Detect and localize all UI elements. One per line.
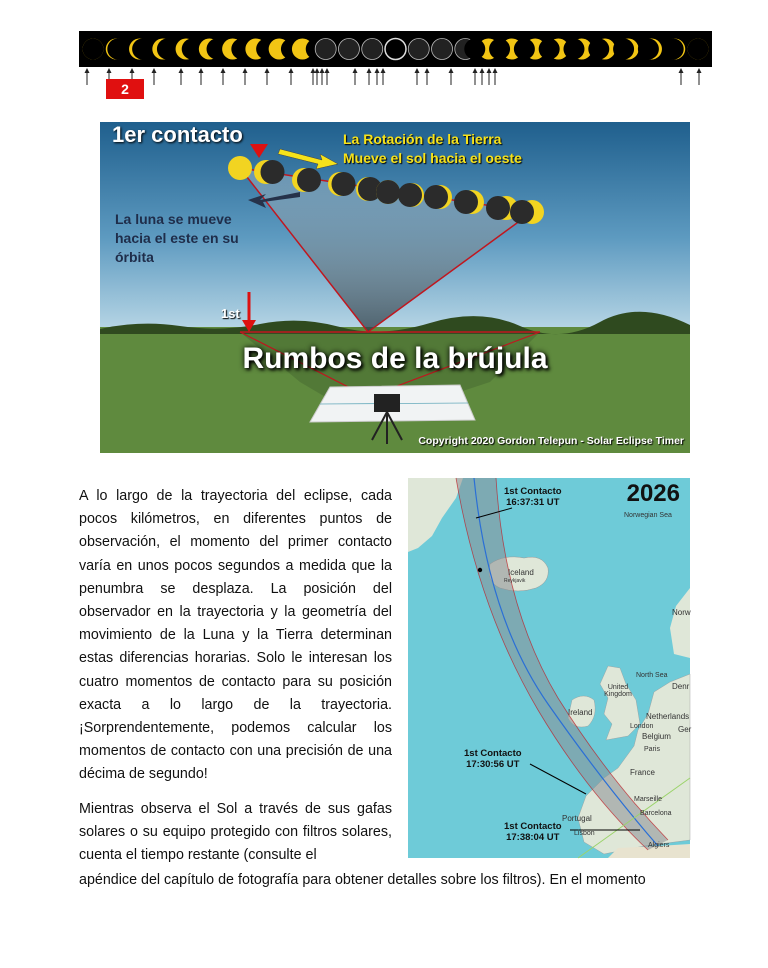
- contact-2-title: 1st Contacto: [464, 748, 522, 759]
- place-netherlands: Netherlands: [646, 712, 690, 721]
- eclipse-phase-icon: [176, 39, 203, 60]
- eclipse-phase-icon: [613, 39, 639, 60]
- place-marseille: Marseille: [634, 796, 663, 803]
- contact-1-label: [504, 486, 562, 508]
- eclipse-phase-icon: [563, 39, 592, 60]
- moon-line-1: La luna se mueve: [115, 211, 232, 227]
- eclipse-phase-icon: [362, 39, 383, 60]
- contact-2-label: [464, 748, 522, 770]
- place-uk: United Kingdom: [604, 684, 632, 698]
- eclipse-phase-icon: [588, 39, 615, 60]
- contact-3-title: 1st Contacto: [504, 821, 562, 832]
- contact-1-time: 16:37:31 UT: [506, 497, 560, 508]
- place-london: London: [630, 723, 654, 730]
- moon-motion-caption: [115, 210, 239, 267]
- place-portugal: Portugal: [562, 814, 592, 823]
- place-lisbon: Lisbon: [574, 830, 595, 837]
- eclipse-phase-icon: [129, 39, 153, 60]
- place-iceland: Iceland: [508, 568, 534, 577]
- eclipse-phase-icon: [408, 39, 429, 60]
- place-germany: Ger: [678, 725, 692, 734]
- body-paragraph-2: Mientras observa el Sol a través de sus gafas solares o su equipo protegido con filtros solares, cuenta el tiempo restante (consulte el: [79, 801, 392, 864]
- first-contact-illustration: [100, 122, 690, 453]
- eclipse-phases-graphic: [79, 31, 712, 67]
- eclipse-phase-icon: [106, 39, 129, 60]
- first-label: 1st: [221, 306, 240, 321]
- eclipse-phase-icon: [338, 39, 359, 60]
- contact-3-label: [504, 821, 562, 843]
- contact-arrows-row: [79, 67, 712, 89]
- place-algiers: Algiers: [648, 842, 670, 849]
- rotation-line-1: La Rotación de la Tierra: [343, 131, 502, 147]
- page-badge: 2: [106, 79, 144, 99]
- first-contact-title: 1er contacto: [112, 122, 243, 147]
- eclipse-phase-icon: [688, 39, 709, 60]
- contact-3-time: 17:38:04 UT: [506, 832, 560, 843]
- eclipse-phase-icon: [663, 39, 686, 60]
- earth-rotation-caption: [343, 130, 522, 168]
- eclipse-phase-icon: [432, 39, 453, 60]
- eclipse-path-map: [408, 478, 690, 858]
- map-year: 2026: [626, 480, 680, 507]
- eclipse-phase-icon: [83, 39, 104, 60]
- place-barcelona: Barcelona: [640, 810, 672, 817]
- place-denmark: Denr: [672, 682, 690, 691]
- contact-1-title: 1st Contacto: [504, 486, 562, 497]
- moon-line-2: hacia el este en su: [115, 230, 239, 246]
- place-reykjavik: Reykjavik: [504, 578, 526, 584]
- place-france: France: [630, 768, 655, 777]
- body-paragraph-1: A lo largo de la trayectoria del eclipse, cada pocos kilómetros, en diferentes puntos de observación, el momento del primer contacto varía en unos pocos segundos a medida que la penumbra se desplaza. La posición del observador en la trayectoria y la geometría del movimiento de la Luna y la Tierra determinan estas diferencias horarias. Solo le interesan los cuatro momentos de contacto para su posición exacta a lo largo de la trayectoria. ¡Sorprendentemente, podemos calcular los momentos de contacto con una precisión de una décima de segundo!: [79, 488, 392, 783]
- body-continuation-line: apéndice del capítulo de fotografía para obtener detalles sobre los filtros). En el momento: [79, 872, 646, 888]
- contact-2-time: 17:30:56 UT: [466, 759, 520, 770]
- place-norwegian-sea: Norwegian Sea: [624, 512, 672, 519]
- place-norway: Norw: [672, 608, 691, 617]
- copyright-note: Copyright 2020 Gordon Telepun - Solar Eclipse Timer: [418, 435, 684, 447]
- first-contact-figure: [100, 122, 690, 453]
- eclipse-phase-icon: [315, 39, 336, 60]
- rotation-line-2: Mueve el sol hacia el oeste: [343, 150, 522, 166]
- place-belgium: Belgium: [642, 732, 671, 741]
- place-ireland: Ireland: [568, 708, 593, 717]
- moon-line-3: órbita: [115, 249, 154, 265]
- eclipse-sequence-strip: [79, 31, 712, 67]
- eclipse-phase-icon: [385, 39, 406, 60]
- place-paris: Paris: [644, 746, 660, 753]
- eclipse-phase-icon: [152, 39, 178, 60]
- place-north-sea: North Sea: [636, 672, 668, 679]
- arrow-markers-icon: [79, 67, 712, 89]
- eclipse-phase-icon: [638, 39, 662, 60]
- compass-bearings-caption: Rumbos de la brújula: [242, 342, 548, 375]
